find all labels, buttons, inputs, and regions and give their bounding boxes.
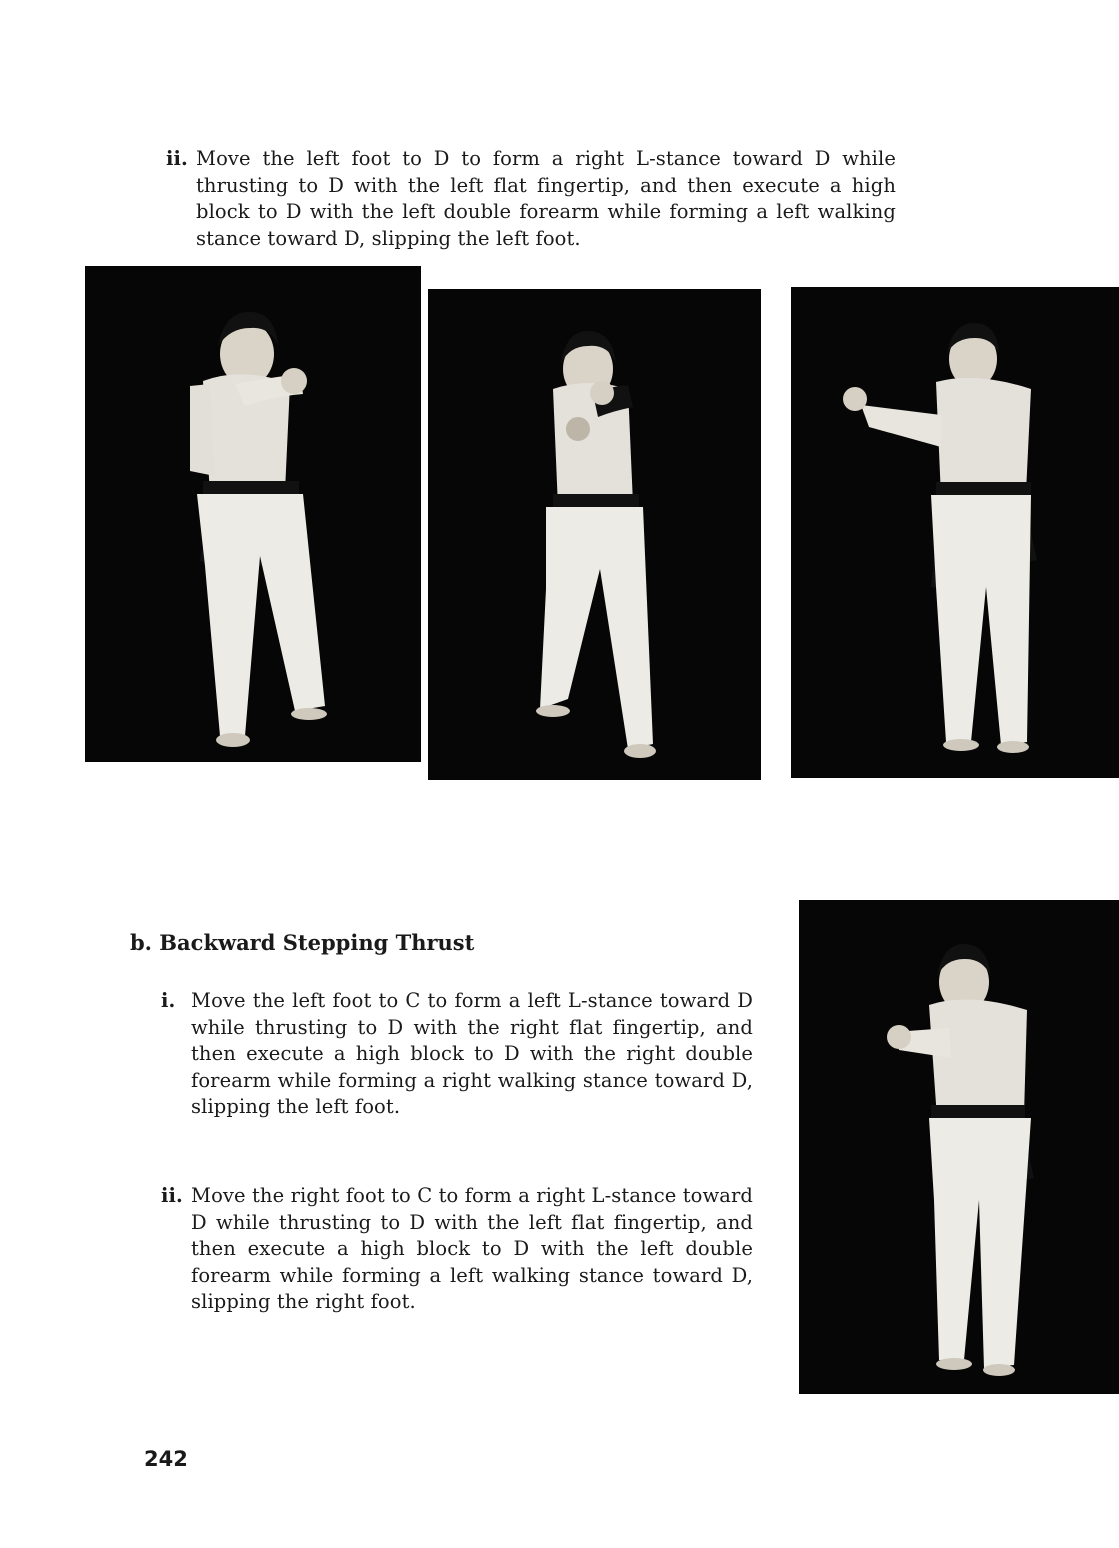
step-b-i-paragraph xyxy=(161,988,753,1121)
photo-1 xyxy=(85,266,421,762)
step-b-i-marker: i. xyxy=(161,989,176,1012)
step-b-ii-text: Move the right foot to C to form a right L-stance toward D while thrusting to D with the left flat fingertip, and then execute a high block to D with the left double forearm while forming a left walking stance toward D, slipping the right foot. xyxy=(191,1184,753,1313)
photo-2 xyxy=(428,289,761,780)
step-b-ii-paragraph xyxy=(161,1183,753,1316)
step-a-ii-paragraph xyxy=(166,146,896,252)
figure-illustration-2 xyxy=(428,289,761,780)
section-b-heading: b. Backward Stepping Thrust xyxy=(130,930,475,955)
step-b-ii-marker: ii. xyxy=(161,1184,183,1207)
page-number: 242 xyxy=(144,1447,188,1471)
photo-3 xyxy=(791,287,1119,778)
photo-4 xyxy=(799,900,1119,1394)
figure-illustration-4 xyxy=(799,900,1119,1394)
step-b-i-text: Move the left foot to C to form a left L-stance toward D while thrusting to D with the right flat fingertip, and then execute a high block to D with the right double forearm while forming a right walking stance toward D, slipping the left foot. xyxy=(191,989,753,1118)
figure-illustration-3 xyxy=(791,287,1119,778)
step-a-ii-marker: ii. xyxy=(166,147,188,170)
step-a-ii-text: Move the left foot to D to form a right L-stance toward D while thrusting to D with the left flat fingertip, and then execute a high block to D with the left double forearm while forming a left walking stance toward D, slipping the left foot. xyxy=(196,147,896,250)
figure-illustration-1 xyxy=(85,266,421,762)
